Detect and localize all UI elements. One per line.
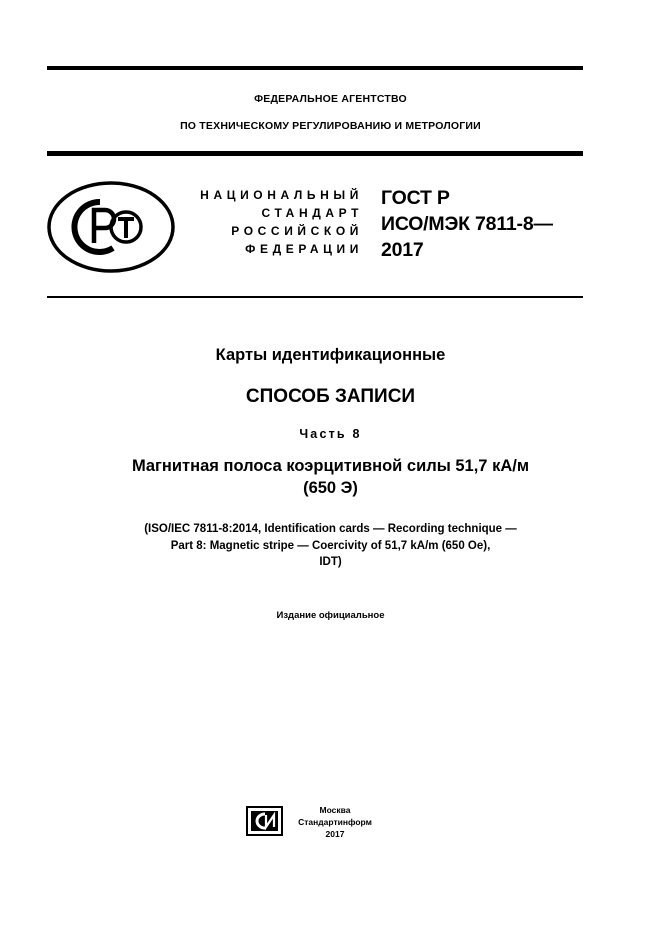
agency-name-line2: ПО ТЕХНИЧЕСКОМУ РЕГУЛИРОВАНИЮ И МЕТРОЛОГИИ bbox=[180, 120, 481, 132]
standard-type-block bbox=[185, 186, 363, 258]
part-title-line1: Магнитная полоса коэрцитивной силы 51,7 кА/м bbox=[131, 457, 530, 475]
top-rule bbox=[47, 66, 583, 70]
original-reference-line1: (ISO/IEC 7811-8:2014, Identification cards — Recording technique — bbox=[144, 523, 517, 535]
publisher-name: Стандартинформ bbox=[298, 817, 372, 827]
gost-r-certification-mark-icon bbox=[47, 181, 175, 273]
standard-type-line: СТАНДАРТ bbox=[261, 206, 363, 220]
designation-line2: ИСО/МЭК 7811-8— bbox=[381, 213, 553, 235]
publisher-year: 2017 bbox=[325, 829, 345, 839]
standard-designation bbox=[381, 185, 553, 263]
publisher-city: Москва bbox=[319, 805, 351, 815]
original-reference-line2: Part 8: Magnetic stripe — Coercivity of 51,7 kA/m (650 Oe), bbox=[170, 540, 491, 552]
agency-name-line1: ФЕДЕРАЛЬНОЕ АГЕНТСТВО bbox=[254, 93, 407, 105]
part-number: Часть 8 bbox=[299, 427, 362, 441]
document-title: Карты идентификационные bbox=[215, 346, 446, 364]
standard-type-line: ФЕДЕРАЦИИ bbox=[245, 242, 363, 256]
standartinform-logo-icon bbox=[246, 806, 283, 841]
standard-type-line: РОССИЙСКОЙ bbox=[231, 224, 363, 238]
edition-note: Издание официальное bbox=[276, 610, 385, 621]
standard-type-line: НАЦИОНАЛЬНЫЙ bbox=[200, 188, 363, 202]
title-rule bbox=[47, 296, 583, 298]
document-subtitle: СПОСОБ ЗАПИСИ bbox=[245, 386, 416, 407]
designation-line3: 2017 bbox=[381, 239, 424, 261]
publisher-info bbox=[293, 804, 377, 840]
part-title-line2: (650 Э) bbox=[303, 479, 358, 497]
original-reference-line3: IDT) bbox=[319, 556, 342, 568]
designation-line1: ГОСТ Р bbox=[381, 187, 450, 209]
header-rule bbox=[47, 151, 583, 156]
